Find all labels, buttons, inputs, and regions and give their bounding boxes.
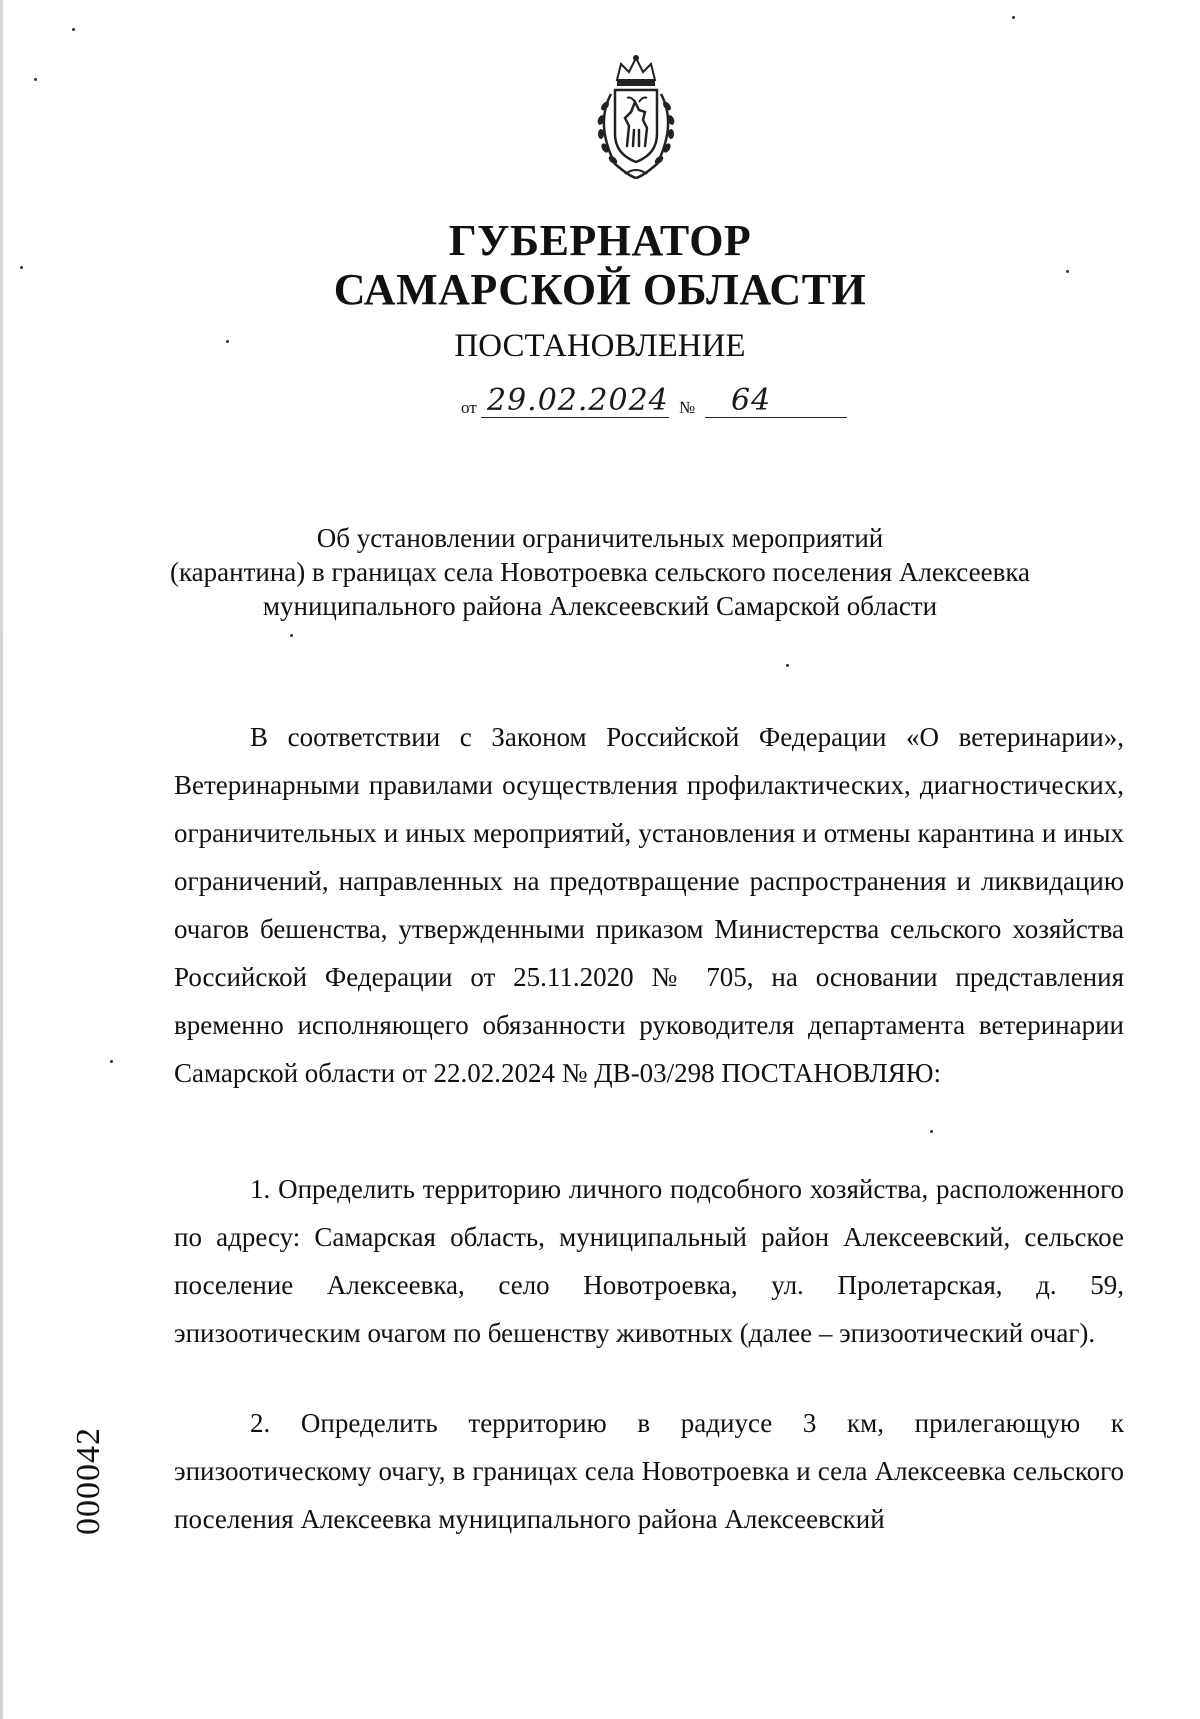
number-label: № — [679, 398, 696, 417]
scan-speck — [72, 28, 75, 31]
item-2-text: 2. Определить территорию в радиусе 3 км, прилегающую к эпизоотическому очагу, в границах села Новотроевка и села Алексеевка сельского поселения Алексеевка муниципального района Алексеевский — [174, 1408, 1124, 1534]
coat-of-arms-icon — [581, 54, 691, 184]
scan-speck — [34, 78, 37, 81]
preamble-text: В соответствии с Законом Российской Федерации «О ветеринарии», Ветеринарными правилами осуществления профилактических, диагностических, ограничительных и иных мероприятий, установления и отмены карантина и иных ограничений, направленных на предотвращение распространения и ликвидацию очагов бешенства, утвержденными приказом Министерства сельского хозяйства Российской Федерации от 25.11.2020 № 705, на основании представления временно исполняющего обязанности руководителя департамента ветеринарии Самарской области от 22.02.2024 № ДВ-03/298 ПОСТАНОВЛЯЮ: — [174, 722, 1124, 1088]
subject-line: (карантина) в границах села Новотроевка сельского поселения Алексеевка — [169, 557, 1031, 587]
scan-speck — [786, 664, 789, 667]
resolution-item-2 — [174, 1399, 1124, 1543]
scan-speck — [290, 634, 293, 637]
issuer-title-line1: ГУБЕРНАТОР — [448, 216, 752, 265]
date-number-line — [461, 383, 861, 422]
scan-speck — [1012, 16, 1015, 19]
subject-line: Об установлении ограничительных мероприятий — [316, 523, 884, 553]
resolution-item-1 — [174, 1165, 1124, 1357]
document-subject — [150, 521, 1050, 623]
sheet-number: 000042 — [70, 1427, 107, 1535]
date-label: от — [461, 398, 477, 417]
handwritten-number: 64 — [731, 383, 772, 418]
issuer-title-line2: САМАРСКОЙ ОБЛАСТИ — [333, 265, 867, 314]
scan-speck — [110, 1060, 113, 1063]
number-underline — [705, 417, 847, 419]
scan-speck — [930, 1130, 933, 1133]
handwritten-date: 29.02.2024 — [487, 383, 669, 418]
document-type: ПОСТАНОВЛЕНИЕ — [454, 328, 746, 364]
subject-line: муниципального района Алексеевский Самарской области — [262, 591, 938, 621]
item-1-text: 1. Определить территорию личного подсобного хозяйства, расположенного по адресу: Самарская область, муниципальный район Алексеевский, сельское поселение Алексеевка, село Новотроевка, ул. Пролетарская, д. 59, эпизоотическим очагом по бешенству животных (далее – эпизоотический очаг). — [174, 1174, 1124, 1348]
preamble-paragraph — [174, 713, 1124, 1097]
